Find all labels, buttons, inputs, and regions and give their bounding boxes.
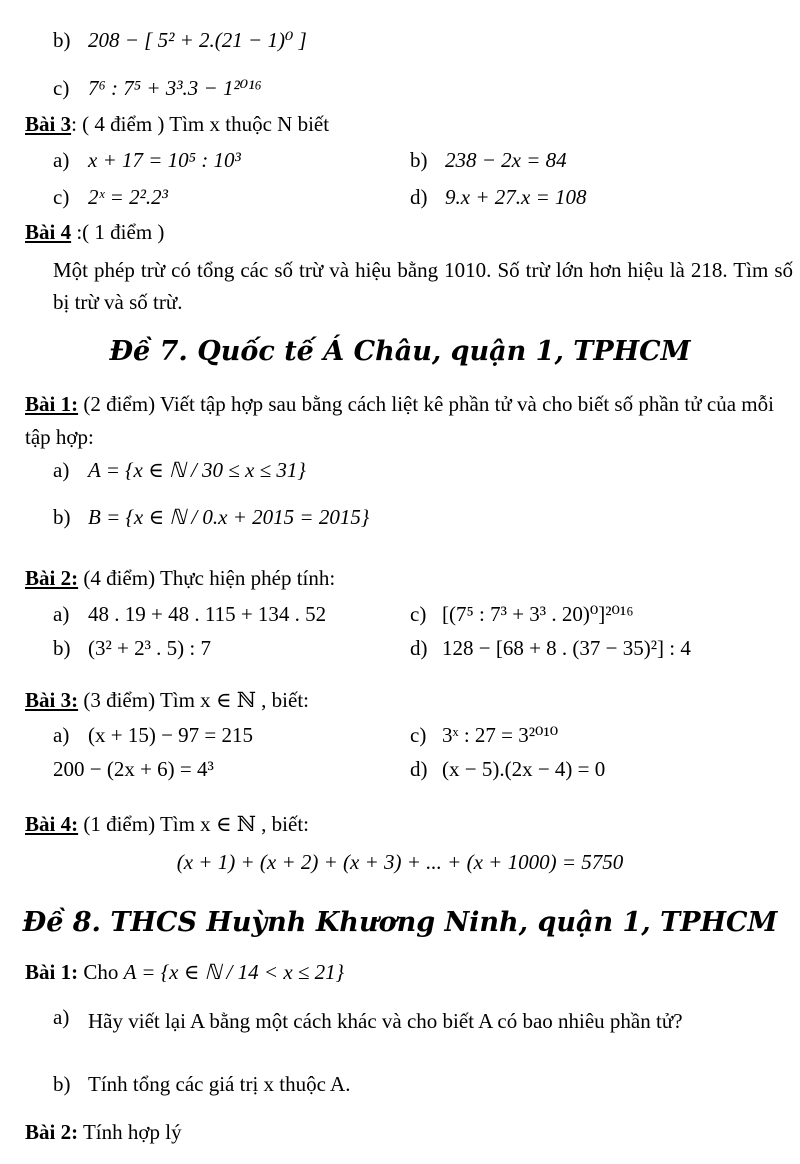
calc-d: 128 − [68 + 8 . (37 − 35)²] : 4	[442, 636, 691, 660]
calc-c: [(7⁵ : 7³ + 3³ . 20)⁰]²⁰¹⁶	[442, 602, 634, 626]
exam7-exercise-1-text: (2 điểm) Viết tập hợp sau bằng cách liệt kê phần tử và cho biết số phần tử của mỗi tập hợp:	[25, 392, 774, 449]
exam7-exercise-4	[25, 812, 309, 837]
set-a: A = {x ∈ ℕ / 30 ≤ x ≤ 31}	[88, 458, 306, 482]
exam7-exercise-2	[25, 566, 335, 591]
item-label-a: a)	[53, 723, 70, 747]
expression-c: 7⁶ : 7⁵ + 3³.3 − 1²⁰¹⁶	[88, 76, 262, 100]
item-label-c: c)	[53, 185, 70, 209]
exercise-3-title: Bài 3	[25, 112, 72, 136]
set-b: B = {x ∈ ℕ / 0.x + 2015 = 2015}	[88, 505, 370, 529]
set-definition: A = {x ∈ ℕ / 14 < x ≤ 21}	[123, 960, 345, 984]
exam7-exercise-1	[25, 388, 785, 454]
item-label-a: a)	[53, 1005, 70, 1029]
item-label-c: c)	[410, 723, 427, 747]
exercise-3-heading	[25, 112, 329, 137]
question-a: Hãy viết lại A bằng một cách khác và cho biết A có bao nhiêu phần tử?	[88, 1009, 683, 1033]
exam-8-heading: Đề 8. THCS Huỳnh Khương Ninh, quận 1, TPHCM	[22, 907, 778, 938]
exam7-exercise-3-title: Bài 3:	[25, 688, 79, 712]
exam7-exercise-2-text: (4 điểm) Thực hiện phép tính:	[78, 566, 336, 590]
exam7-exercise-1-title: Bài 1:	[25, 392, 79, 416]
exam8-exercise-2	[25, 1120, 182, 1145]
equation-a: x + 17 = 10⁵ : 10³	[88, 148, 241, 172]
exam7-exercise-3	[25, 688, 309, 713]
exam7-exercise-4-title: Bài 4:	[25, 812, 79, 836]
question-b: Tính tổng các giá trị x thuộc A.	[88, 1072, 351, 1096]
item-label-b: b)	[53, 505, 71, 529]
item-label-a: a)	[53, 148, 70, 172]
item-label-d: d)	[410, 757, 428, 781]
item-label-d: d)	[410, 636, 428, 660]
item-label-b: b)	[53, 1072, 71, 1096]
calc-b: (3² + 2³ . 5) : 7	[88, 636, 212, 660]
exam8-exercise-1-title: Bài 1:	[25, 960, 79, 984]
exam7-exercise-4-text: (1 điểm) Tìm x ∈ ℕ , biết:	[78, 812, 310, 836]
equation-d: (x − 5).(2x − 4) = 0	[442, 757, 606, 781]
exam7-exercise-3-text: (3 điểm) Tìm x ∈ ℕ , biết:	[78, 688, 310, 712]
exercise-3-instruction: : ( 4 điểm ) Tìm x thuộc N biết	[71, 112, 330, 136]
exercise-4-text: Một phép trừ có tổng các số trừ và hiệu bằng 1010. Số trừ lớn hơn hiệu là 218. Tìm số bị trừ và số trừ.	[53, 258, 793, 314]
equation-b: 238 − 2x = 84	[445, 148, 567, 172]
item-label-a: a)	[53, 602, 70, 626]
equation-d: 9.x + 27.x = 108	[445, 185, 587, 209]
expression-b: 208 − [ 5² + 2.(21 − 1)⁰ ]	[88, 28, 307, 52]
exercise-4-heading	[25, 220, 164, 245]
exam8-exercise-1-text: Cho	[78, 960, 124, 984]
equation-c: 3ˣ : 27 = 3²⁰¹⁰	[442, 723, 559, 747]
exam-7-heading: Đề 7. Quốc tế Á Châu, quận 1, TPHCM	[109, 336, 691, 367]
exam8-exercise-1	[25, 960, 344, 985]
exercise-4-points: :( 1 điểm )	[71, 220, 165, 244]
equation-a: (x + 15) − 97 = 215	[88, 723, 254, 747]
calc-a: 48 . 19 + 48 . 115 + 134 . 52	[88, 602, 327, 626]
equation-b: 200 − (2x + 6) = 4³	[53, 757, 214, 781]
item-label-b: b)	[53, 28, 71, 52]
exam7-exercise-2-title: Bài 2:	[25, 566, 79, 590]
item-label-b: b)	[53, 636, 71, 660]
item-label-c: c)	[53, 76, 70, 100]
exam8-exercise-2-text: Tính hợp lý	[78, 1120, 182, 1144]
exam8-exercise-2-title: Bài 2:	[25, 1120, 79, 1144]
item-label-b: b)	[410, 148, 428, 172]
equation-c: 2ˣ = 2².2³	[88, 185, 168, 209]
item-label-c: c)	[410, 602, 427, 626]
item-label-a: a)	[53, 458, 70, 482]
exercise-4-title: Bài 4	[25, 220, 72, 244]
sum-equation: (x + 1) + (x + 2) + (x + 3) + ... + (x + 1000) = 5750	[176, 850, 624, 874]
item-label-d: d)	[410, 185, 428, 209]
